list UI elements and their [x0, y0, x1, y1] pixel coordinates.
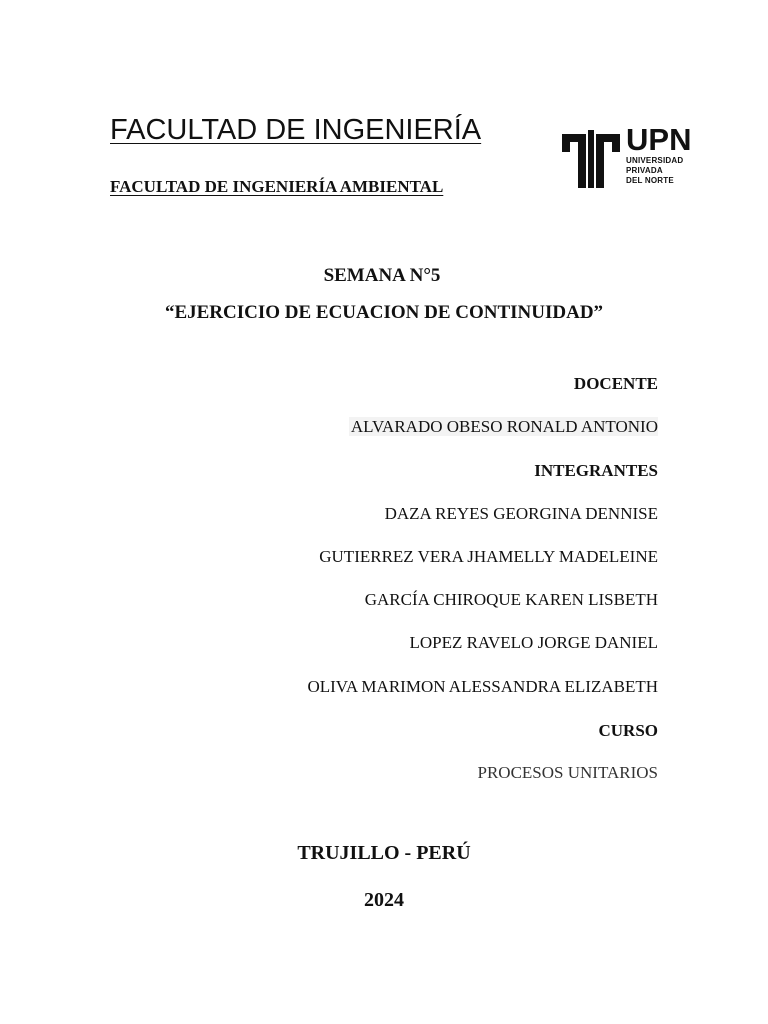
logo-brand: UPN — [626, 122, 692, 157]
member-name: DAZA REYES GEORGINA DENNISE — [384, 504, 658, 523]
logo-line: DEL NORTE — [626, 176, 674, 185]
members-heading: INTEGRANTES — [534, 461, 658, 480]
logo-line: UNIVERSIDAD — [626, 156, 684, 165]
faculty-subtitle: FACULTAD DE INGENIERÍA AMBIENTAL — [110, 177, 444, 196]
year: 2024 — [364, 889, 404, 911]
course-name: PROCESOS UNITARIOS — [477, 763, 658, 782]
logo-line: PRIVADA — [626, 166, 663, 175]
teacher-name — [349, 415, 658, 439]
faculty-title: FACULTAD DE INGENIERÍA — [110, 114, 482, 146]
upn-logo — [560, 124, 690, 192]
course-heading: CURSO — [598, 721, 658, 740]
teacher-name-text: ALVARADO OBESO RONALD ANTONIO — [350, 417, 658, 436]
upn-pillar-logo-icon — [560, 126, 622, 192]
member-name: LOPEZ RAVELO JORGE DANIEL — [409, 633, 658, 652]
exercise-title: “EJERCICIO DE ECUACION DE CONTINUIDAD” — [164, 302, 604, 323]
member-name: OLIVA MARIMON ALESSANDRA ELIZABETH — [307, 677, 658, 696]
logo-text — [626, 124, 691, 186]
city-country: TRUJILLO - PERÚ — [297, 842, 471, 864]
member-name: GUTIERREZ VERA JHAMELLY MADELEINE — [319, 547, 658, 566]
member-name: GARCÍA CHIROQUE KAREN LISBETH — [364, 590, 658, 609]
week-title: SEMANA N°5 — [323, 265, 441, 286]
teacher-heading: DOCENTE — [573, 374, 658, 393]
